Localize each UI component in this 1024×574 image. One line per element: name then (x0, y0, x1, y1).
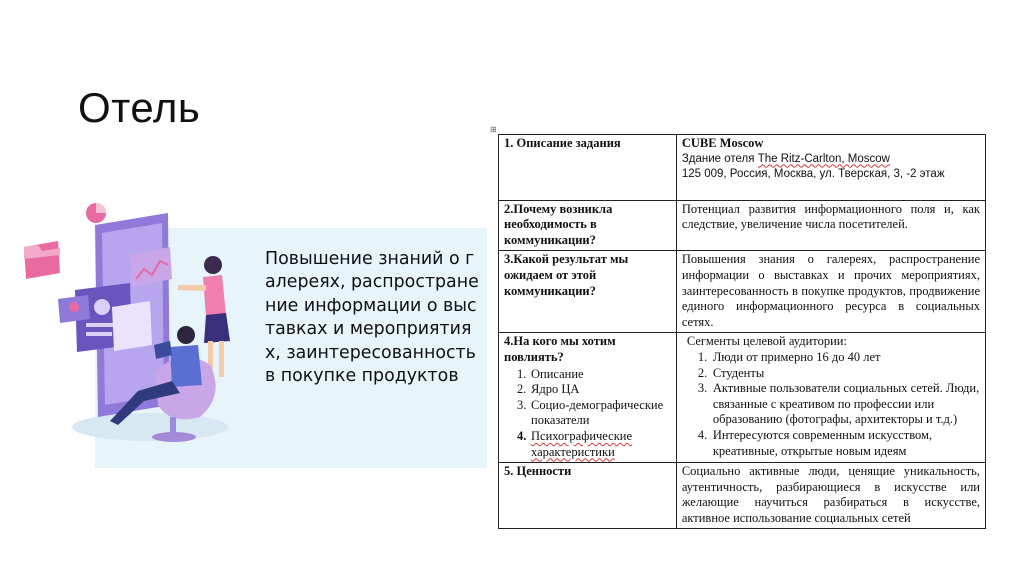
list-item: 2. Студенты (697, 365, 765, 380)
side-text: Повышение знаний о галереях, распространение информации о выставках и мероприятиях, заинтересованность в покупке продуктов (265, 249, 479, 387)
man-shirt (170, 345, 202, 387)
list-item: 4. Психографические характеристики (517, 428, 633, 459)
woman-shirt (203, 275, 226, 317)
table-move-handle-icon: ⊞ (490, 125, 497, 134)
row-content: Социально активные люди, ценящие уникальность, аутентичность, разбирающиеся в искусстве или желающие научиться разбираться в искусстве, активное использование социальных сетей (676, 463, 985, 529)
floor-shadow (72, 413, 228, 441)
row-label: 1. Описание задания (499, 135, 677, 201)
row-content (676, 333, 985, 463)
venue-name: CUBE Moscow (681, 136, 764, 150)
venue-address: Здание отеля The Ritz-Carlton, Moscow (681, 152, 890, 165)
row-content: Потенциал развития информационного поля и, как следствие, увеличение числа посетителей. (676, 200, 985, 251)
list-item: 2. Ядро ЦА (517, 382, 580, 397)
list-item: 1. Люди от примерно 16 до 40 лет (697, 349, 881, 364)
row-label: 2.Почему возникла необходимость в коммуникации? (499, 200, 677, 251)
list-item: 3. Активные пользователи социальных сетей. Люди, связанные с креативом по профессии или образованию (фотографы, архитекторы и т.д.) (697, 381, 980, 427)
table-row (499, 135, 986, 201)
task-table (498, 134, 986, 529)
table-row (499, 333, 986, 463)
list-item: 4. Интересуются современным искусством, креативные, открытые новым идеям (697, 427, 933, 458)
man-head (177, 326, 195, 344)
row-label: 5. Ценности (499, 463, 677, 529)
document-image (487, 124, 1011, 552)
audience-heading: Сегменты целевой аудитории: (686, 334, 847, 349)
row-content (676, 135, 985, 201)
venue-address-line2: 125 009, Россия, Москва, ул. Тверская, 3, -2 этаж (681, 167, 945, 180)
map-pin-icon (69, 302, 79, 312)
sub-list (504, 367, 671, 461)
people-with-screens-illustration (20, 195, 260, 455)
woman-head (204, 256, 222, 274)
woman-skirt (204, 313, 230, 343)
avatar-icon (94, 299, 110, 315)
list-item: 3. Социо-демографические показатели (517, 397, 664, 428)
table-row (499, 463, 986, 529)
row-label: 3.Какой результат мы ожидаем от этой коммуникации? (499, 251, 677, 333)
table-row (499, 200, 986, 251)
list-item: 1. Описание (517, 366, 584, 381)
table-row (499, 251, 986, 333)
slide-title: Отель (78, 84, 201, 131)
audience-list (682, 350, 980, 459)
row-content: Повышения знания о галереях, распространение информации о выставках и прочих мероприятиях, заинтересованность в покупке продуктов, продвижение единого информационного ресурса в социальных сетях. (676, 251, 985, 333)
row-label: 4.На кого мы хотим повлиять? 1. Описание 2. Ядро ЦА 3. Социо-демографические показатели 4. Психографические характеристики (499, 333, 677, 463)
